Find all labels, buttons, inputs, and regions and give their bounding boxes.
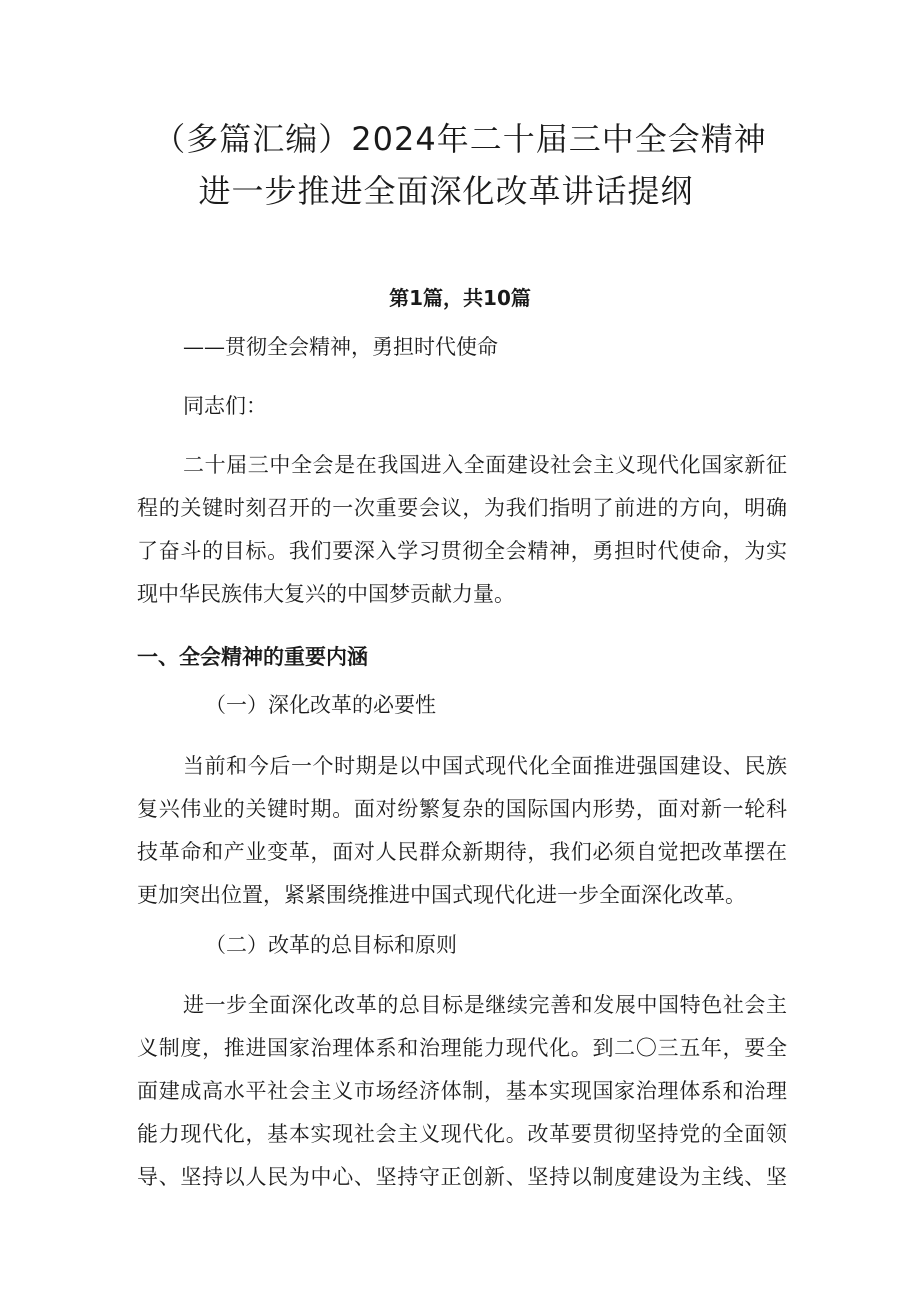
subsection-1-paragraph <box>137 745 787 917</box>
document-title-line-1: （多篇汇编）2024年二十届三中全会精神 <box>153 120 767 158</box>
paragraph-line: 复兴伟业的关键时期。面对纷繁复杂的国际国内形势，面对新一轮科 <box>137 797 787 821</box>
paragraph-line: 进一步全面深化改革的总目标是继续完善和发展中国特色社会主 <box>183 993 787 1017</box>
subtitle: ——贯彻全会精神，勇担时代使命 <box>183 335 498 359</box>
paragraph-line: 二十届三中全会是在我国进入全面建设社会主义现代化国家新征 <box>183 453 787 477</box>
subsection-1-heading: （一）深化改革的必要性 <box>205 693 436 717</box>
paragraph-line: 能力现代化，基本实现社会主义现代化。改革要贯彻坚持党的全面领 <box>137 1122 787 1146</box>
document-title-line-2: 进一步推进全面深化改革讲话提纲 <box>198 172 694 210</box>
paragraph-line: 了奋斗的目标。我们要深入学习贯彻全会精神，勇担时代使命，为实 <box>137 539 787 563</box>
paragraph-line: 当前和今后一个时期是以中国式现代化全面推进强国建设、民族 <box>183 754 787 778</box>
paragraph-line: 导、坚持以人民为中心、坚持守正创新、坚持以制度建设为主线、坚 <box>137 1165 787 1189</box>
paragraph-line: 义制度，推进国家治理体系和治理能力现代化。到二〇三五年，要全 <box>137 1036 787 1060</box>
subsection-2-paragraph <box>137 984 787 1199</box>
paragraph-line: 技革命和产业变革，面对人民群众新期待，我们必须自觉把改革摆在 <box>137 840 787 864</box>
paragraph-line: 程的关键时刻召开的一次重要会议，为我们指明了前进的方向，明确 <box>137 496 787 520</box>
section-1-heading: 一、全会精神的重要内涵 <box>137 645 368 669</box>
intro-paragraph <box>137 444 787 616</box>
part-heading: 第1篇，共10篇 <box>389 286 531 310</box>
salutation: 同志们： <box>183 394 267 418</box>
subsection-2-heading: （二）改革的总目标和原则 <box>205 933 457 957</box>
paragraph-line: 更加突出位置，紧紧围绕推进中国式现代化进一步全面深化改革。 <box>137 883 746 907</box>
paragraph-line: 面建成高水平社会主义市场经济体制，基本实现国家治理体系和治理 <box>137 1079 787 1103</box>
paragraph-line: 现中华民族伟大复兴的中国梦贡献力量。 <box>137 582 515 606</box>
